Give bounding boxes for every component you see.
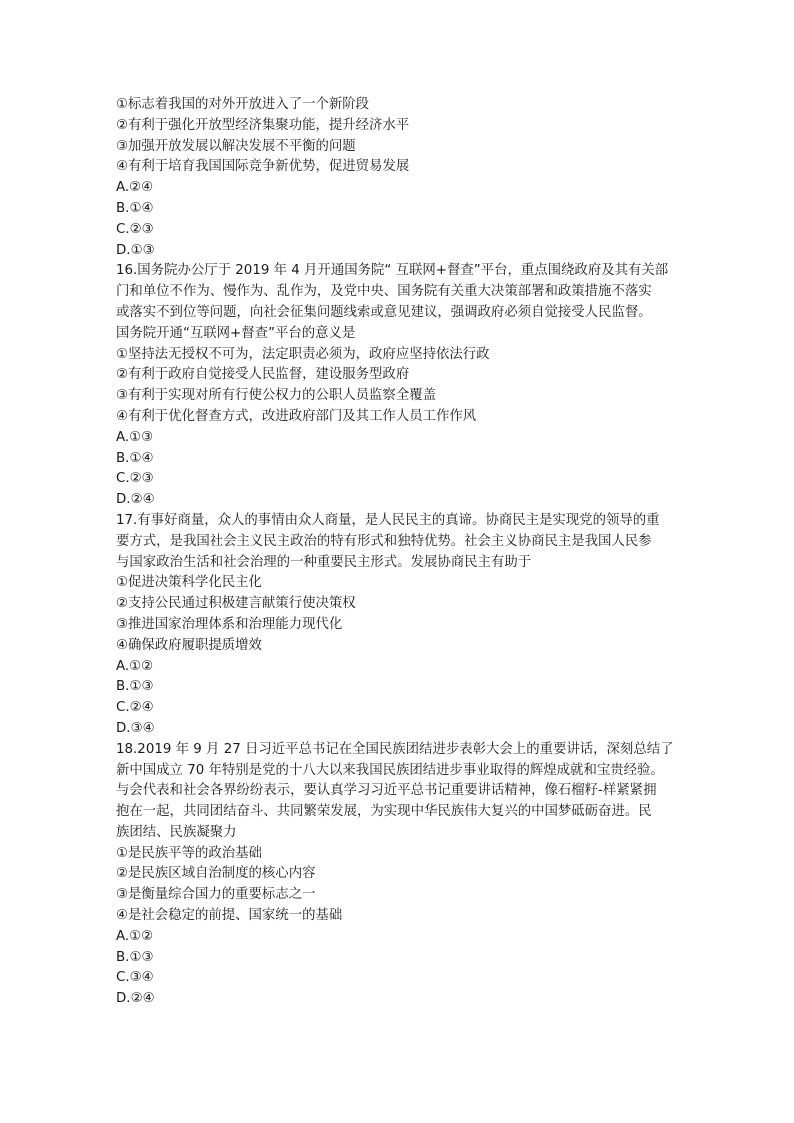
statement-3: ③推进国家治理体系和治理能力现代化 [116, 616, 343, 632]
option-b: B.①④ [116, 200, 154, 216]
option-c: C.③④ [116, 970, 154, 986]
option-b: B.①④ [116, 450, 154, 466]
question-stem [116, 511, 688, 573]
option-c: C.②③ [116, 221, 154, 237]
option-b: B.①③ [116, 949, 154, 965]
statement-2: ②有利于政府自觉接受人民监督，建设服务型政府 [116, 367, 410, 383]
statement-2: ②有利于强化开放型经济集聚功能，提升经济水平 [116, 117, 410, 133]
statement-4: ④有利于优化督查方式，改进政府部门及其工作人员工作作风 [116, 408, 477, 424]
question-15-tail [116, 95, 688, 261]
stem-line: 国务院开通“互联网+督查”平台的意义是 [116, 325, 356, 341]
question-18 [116, 740, 688, 1010]
stem-line: 与会代表和社会各界纷纷表示，要认真学习习近平总书记重要讲话精神，像石榴籽-样紧紧拥 [116, 783, 657, 799]
option-a: A.①② [116, 928, 154, 944]
stem-line: 16.国务院办公厅于 2019 年 4 月开通国务院“ 互联网+督查”平台，重点围绕政府及其有关部 [116, 263, 669, 279]
option-c: C.②④ [116, 700, 154, 716]
option-b: B.①③ [116, 679, 154, 695]
option-a: A.①③ [116, 429, 154, 445]
statement-2: ②支持公民通过积极建言献策行使决策权 [116, 596, 356, 612]
option-c: C.②③ [116, 471, 154, 487]
statement-4: ④有利于培育我国国际竞争新优势，促进贸易发展 [116, 159, 410, 175]
stem-line: 17.有事好商量，众人的事情由众人商量，是人民民主的真谛。协商民主是实现党的领导的重 [116, 512, 660, 528]
stem-line: 抱在一起，共同团结奋斗、共同繁荣发展，为实现中华民族伟大复兴的中国梦砥砺奋进。民 [116, 804, 652, 820]
stem-line: 18.2019 年 9 月 27 日习近平总书记在全国民族团结进步表彰大会上的重要讲话，深刻总结了 [116, 741, 674, 757]
stem-line: 要方式，是我国社会主义民主政治的特有形式和独特优势。社会主义协商民主是我国人民参 [116, 533, 652, 549]
stem-line: 或落实不到位等问题，向社会征集问题线索或意见建议，强调政府必须自觉接受人民监督。 [116, 304, 652, 320]
question-16 [116, 261, 688, 511]
option-a: A.①② [116, 658, 154, 674]
statement-1: ①促进决策科学化民主化 [116, 575, 262, 591]
option-d: D.①③ [116, 242, 155, 258]
statement-3: ③有利于实现对所有行使公权力的公职人员监察全覆盖 [116, 388, 436, 404]
question-stem [116, 740, 688, 844]
option-a: A.②④ [116, 180, 154, 196]
statement-4: ④是社会稳定的前提、国家统一的基础 [116, 908, 343, 924]
statement-1: ①标志着我国的对外开放进入了一个新阶段 [116, 97, 370, 112]
stem-line: 新中国成立 70 年特别是党的十八大以来我国民族团结进步事业取得的辉煌成就和宝贵经验。 [116, 762, 664, 778]
question-17 [116, 511, 688, 740]
statement-1: ①是民族平等的政治基础 [116, 845, 262, 861]
question-stem [116, 261, 688, 344]
statement-3: ③加强开放发展以解决发展不平衡的问题 [116, 138, 356, 154]
option-d: D.②④ [116, 991, 155, 1007]
statement-1: ①坚持法无授权不可为，法定职责必须为，政府应坚持依法行政 [116, 346, 490, 362]
statement-4: ④确保政府履职提质增效 [116, 637, 262, 653]
statement-2: ②是民族区域自治制度的核心内容 [116, 866, 316, 882]
stem-line: 族团结、民族凝聚力 [116, 824, 237, 840]
document-content [116, 95, 688, 1010]
stem-line: 与国家政治生活和社会治理的一种重要民主形式。发展协商民主有助于 [116, 554, 532, 570]
option-d: D.②④ [116, 492, 155, 508]
stem-line: 门和单位不作为、慢作为、乱作为，及党中央、国务院有关重大决策部署和政策措施不落实 [116, 284, 652, 300]
statement-3: ③是衡量综合国力的重要标志之一 [116, 887, 316, 903]
option-d: D.③④ [116, 720, 155, 736]
